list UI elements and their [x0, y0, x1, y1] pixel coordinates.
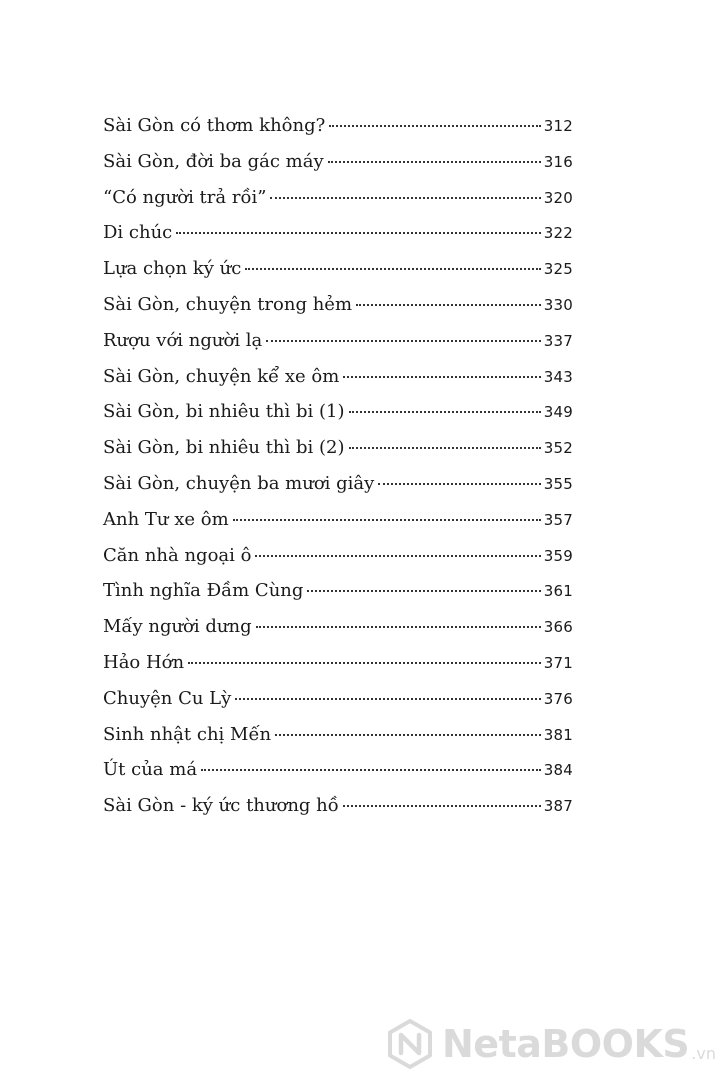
table-of-contents [103, 108, 573, 824]
toc-entry [103, 359, 573, 395]
toc-entry-title: Sài Gòn, bi nhiêu thì bi (1) [103, 401, 345, 423]
toc-entry [103, 502, 573, 538]
dot-leader [343, 805, 541, 807]
toc-entry [103, 108, 573, 144]
toc-entry [103, 538, 573, 574]
toc-entry-title: Sài Gòn, chuyện kể xe ôm [103, 365, 340, 387]
netabooks-logo-icon [384, 1018, 436, 1070]
toc-entry [103, 609, 573, 645]
toc-entry-page: 359 [543, 546, 573, 565]
toc-entry [103, 430, 573, 466]
dot-leader [235, 698, 540, 700]
dot-leader [349, 411, 541, 413]
toc-entry-title: Sài Gòn, chuyện trong hẻm [103, 293, 353, 315]
toc-entry-title: Rượu với người lạ [103, 329, 263, 351]
toc-entry-title: Tình nghĩa Đầm Cùng [103, 580, 304, 602]
dot-leader [245, 268, 540, 270]
dot-leader [201, 769, 541, 771]
watermark [384, 1012, 716, 1076]
toc-entry [103, 645, 573, 681]
toc-entry-title: Sài Gòn, chuyện ba mươi giây [103, 472, 375, 494]
toc-entry-page: 343 [543, 367, 573, 386]
toc-entry-page: 330 [543, 295, 573, 314]
toc-entry-page: 355 [543, 474, 573, 493]
toc-entry [103, 466, 573, 502]
toc-entry-page: 371 [543, 653, 573, 672]
toc-entry-title: Anh Tư xe ôm [103, 508, 229, 530]
toc-entry-page: 357 [543, 510, 573, 529]
dot-leader [176, 232, 541, 234]
toc-entry-page: 384 [543, 761, 573, 780]
toc-entry-page: 387 [543, 797, 573, 816]
toc-entry-page: 312 [543, 117, 573, 135]
dot-leader [256, 626, 541, 628]
toc-entry [103, 394, 573, 430]
dot-leader [328, 161, 541, 163]
toc-entry-title: Sài Gòn, đời ba gác máy [103, 150, 324, 172]
toc-entry [103, 287, 573, 323]
dot-leader [233, 519, 541, 521]
toc-entry-page: 381 [543, 725, 573, 744]
dot-leader [255, 555, 540, 557]
dot-leader [266, 340, 540, 342]
toc-entry-page: 376 [543, 689, 573, 708]
dot-leader [188, 662, 541, 664]
toc-entry [103, 752, 573, 788]
toc-entry [103, 215, 573, 251]
toc-entry-page: 337 [543, 331, 573, 350]
toc-entry-page: 349 [543, 403, 573, 422]
dot-leader [349, 447, 541, 449]
dot-leader [307, 590, 540, 592]
toc-entry [103, 144, 573, 180]
dot-leader [270, 197, 540, 199]
toc-entry-title: Sinh nhật chị Mến [103, 723, 272, 745]
toc-entry-page: 320 [543, 188, 573, 207]
toc-entry [103, 323, 573, 359]
toc-entry-title: “Có người trả rồi” [103, 186, 267, 208]
dot-leader [343, 376, 540, 378]
toc-entry-page: 352 [543, 439, 573, 458]
toc-entry-page: 325 [543, 260, 573, 279]
toc-entry [103, 251, 573, 287]
toc-entry-title: Út của má [103, 759, 198, 781]
dot-leader [356, 304, 541, 306]
toc-entry-page: 366 [543, 618, 573, 637]
toc-entry-page: 361 [543, 582, 573, 601]
dot-leader [275, 734, 541, 736]
toc-entry-title: Chuyện Cu Lỳ [103, 687, 232, 709]
toc-entry [103, 717, 573, 753]
toc-entry-title: Sài Gòn, bi nhiêu thì bi (2) [103, 437, 345, 459]
toc-entry-title: Mấy người dưng [103, 616, 252, 638]
toc-entry-title: Sài Gòn - ký ức thương hồ [103, 795, 339, 817]
toc-entry-title: Hảo Hớn [103, 651, 185, 673]
dot-leader [329, 125, 540, 127]
toc-entry [103, 681, 573, 717]
toc-entry [103, 180, 573, 216]
toc-entry-title: Sài Gòn có thơm không? [103, 115, 326, 136]
toc-entry-title: Căn nhà ngoại ô [103, 544, 252, 566]
toc-entry-page: 316 [543, 152, 573, 171]
watermark-brand: NetaBOOKS [442, 1022, 690, 1066]
toc-entry [103, 573, 573, 609]
watermark-suffix: .vn [691, 1043, 716, 1063]
toc-entry-title: Lựa chọn ký ức [103, 258, 242, 280]
toc-entry-page: 322 [543, 224, 573, 243]
dot-leader [378, 483, 540, 485]
toc-entry [103, 788, 573, 824]
toc-entry-title: Di chúc [103, 222, 173, 244]
